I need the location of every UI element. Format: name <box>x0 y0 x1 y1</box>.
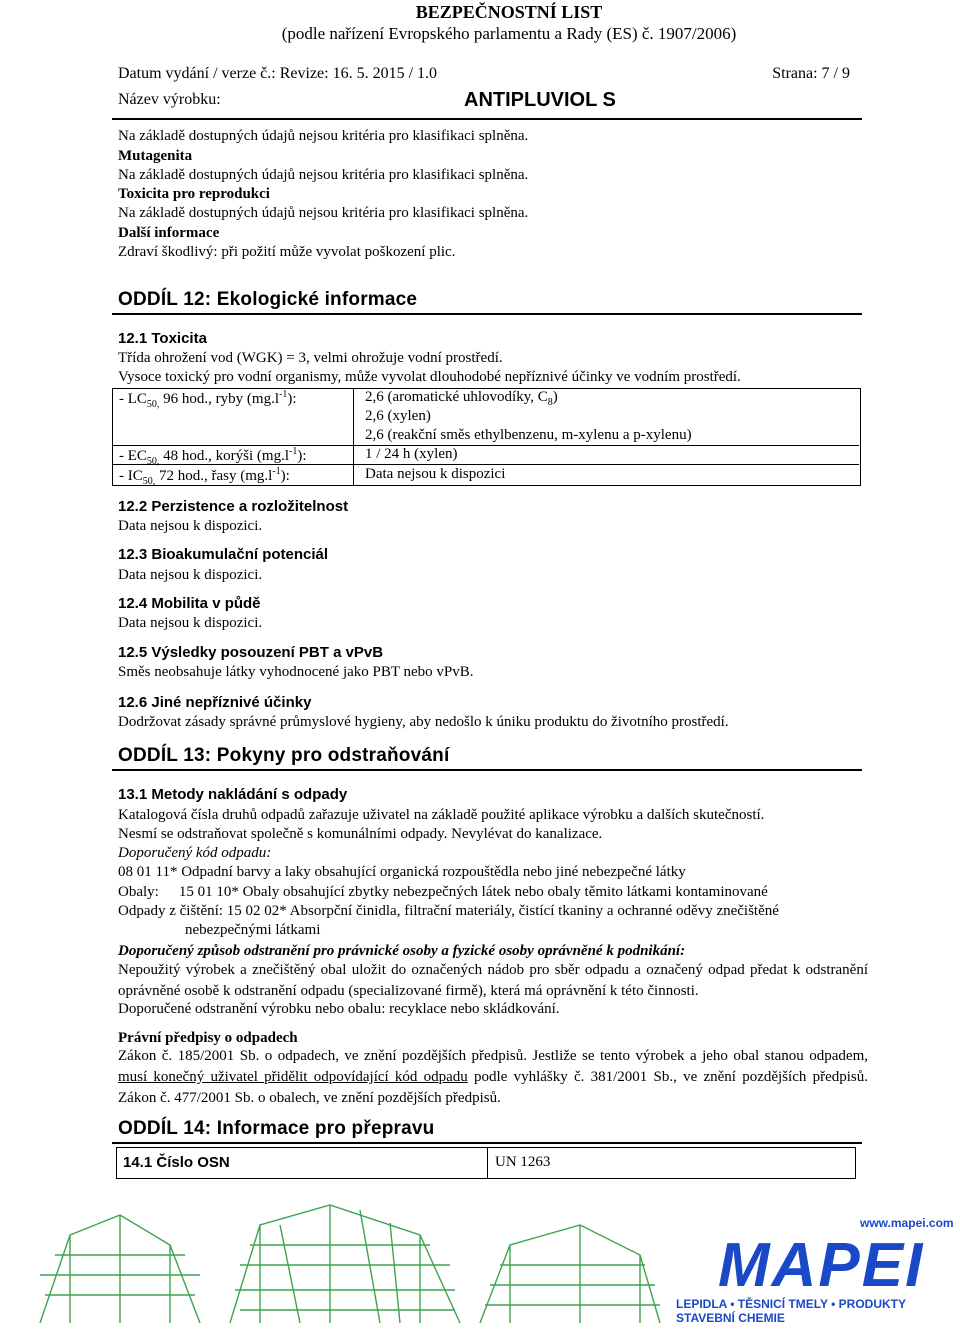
section-12-title: ODDÍL 12: Ekologické informace <box>118 289 418 310</box>
heading-12-2: 12.2 Perzistence a rozložitelnost <box>118 498 349 515</box>
text-line: Doporučený způsob odstranění pro právnické osoby a fyzické osoby oprávněné k podnikání: <box>118 943 686 959</box>
table-cell-ec50: - $EC_{50,}$ 48 hod., korýši $(mg.l^{-1})$: <box>119 446 307 467</box>
section-14-divider <box>112 1142 862 1144</box>
table-cell-lc50: - $LC_{50,}$ 96 hod., ryby $(mg.l^{-1})$: <box>119 389 297 410</box>
text-line: Data nejsou k dispozici. <box>118 567 263 583</box>
waste-code-cleaning: Odpady z čištění: 15 02 02* Absorpční činidla, filtrační materiály, čistící tkaniny a ochranné oděvy znečištěné <box>118 903 779 919</box>
header-divider <box>112 118 862 120</box>
section-14-title: ODDÍL 14: Informace pro přepravu <box>118 1118 435 1139</box>
toxicity-table <box>112 388 861 486</box>
section-12-divider <box>112 313 862 315</box>
text-line: Doporučený kód odpadu: <box>118 845 272 861</box>
waste-code-packaging: Obaly: 15 01 10* Obaly obsahující zbytky nebezpečných látek nebo obaly těmito látkami kontaminované <box>118 884 768 900</box>
heading-12-1: 12.1 Toxicita <box>118 330 207 347</box>
text-line: Dodržovat zásady správné průmyslové hygieny, aby nedošlo k úniku produktu do životního prostředí. <box>118 714 729 730</box>
section-13-divider <box>112 769 862 771</box>
heading-12-5: 12.5 Výsledky posouzení PBT a vPvB <box>118 644 384 661</box>
document-title: BEZPEČNOSTNÍ LIST <box>415 2 603 22</box>
text-line: Vysoce toxický pro vodní organismy, může vyvolat dlouhodobé nepříznivé účinky ve vodním prostředí. <box>118 369 741 385</box>
text-line: Katalogová čísla druhů odpadů zařazuje uživatel na základě použité aplikace výrobku a dalších skutečností. <box>118 807 765 823</box>
table-cell-ic50: - $IC_{50,}$ 72 hod., řasy $(mg.l^{-1})$: <box>119 466 290 487</box>
subheading-further-info: Další informace <box>118 225 220 241</box>
table-cell-value: 2,6 (reakční směs ethylbenzenu, m-xylenu a p-xylenu) <box>365 427 692 443</box>
table-cell-value: 2,6 (xylen) <box>365 408 431 424</box>
text-line: Třída ohrožení vod (WGK) = 3, velmi ohrožuje vodní prostředí. <box>118 350 503 366</box>
subheading-reproductive-toxicity: Toxicita pro reprodukci <box>118 186 270 202</box>
text-line: Nesmí se odstraňovat společně s komunálními odpady. Nevylévat do kanalizace. <box>118 826 603 842</box>
table-cell-value: 2,6 (aromatické uhlovodíky, $C_8$) <box>365 389 558 408</box>
heading-13-1: 13.1 Metody nakládání s odpady <box>118 786 348 803</box>
text-line: Na základě dostupných údajů nejsou kritéria pro klasifikaci splněna. <box>118 205 529 221</box>
heading-12-6: 12.6 Jiné nepříznivé účinky <box>118 694 312 711</box>
text-line: Směs neobsahuje látky vyhodnocené jako PBT nebo vPvB. <box>118 664 474 680</box>
page-number: Strana: 7 / 9 <box>772 65 850 82</box>
un-number-table <box>116 1147 856 1179</box>
table-cell-value: Data nejsou k dispozici <box>365 466 506 482</box>
un-number-label: 14.1 Číslo OSN <box>123 1154 230 1171</box>
text-line: Doporučené odstranění výrobku nebo obalu: recyklace nebo skládkování. <box>118 1001 560 1017</box>
un-number-value: UN 1263 <box>495 1154 551 1170</box>
issue-line <box>118 65 850 83</box>
text-line: Data nejsou k dispozici. <box>118 518 263 534</box>
product-label: Název výrobku: <box>118 91 221 108</box>
text-line: 08 01 11* Odpadní barvy a laky obsahující organická rozpouštědla nebo jiné nebezpečné látky <box>118 864 686 880</box>
document-subtitle: (podle nařízení Evropského parlamentu a Rady (ES) č. 1907/2006) <box>281 24 737 43</box>
section-13-title: ODDÍL 13: Pokyny pro odstraňování <box>118 745 450 766</box>
legal-underlined-text: musí konečný uživatel přidělit odpovídající kód odpadu <box>118 1069 468 1085</box>
table-cell-value: 1 / 24 h (xylen) <box>365 446 458 462</box>
issue-date: Datum vydání / verze č.: Revize: 16. 5. 2015 / 1.0 <box>118 65 438 82</box>
product-line <box>118 91 860 109</box>
text-line: Data nejsou k dispozici. <box>118 615 263 631</box>
brand-tagline: LEPIDLA • TĚSNICÍ TMELY • PRODUKTY STAVEBNÍ CHEMIE <box>676 1297 906 1325</box>
table-divider <box>487 1148 488 1178</box>
brand-logo: MAPEI <box>718 1231 925 1300</box>
subheading-legal: Právní předpisy o odpadech <box>118 1030 298 1046</box>
brand-url: www.mapei.com <box>860 1216 954 1230</box>
text-line: Zdraví škodlivý: při požití může vyvolat poškození plic. <box>118 244 456 260</box>
product-name: ANTIPLUVIOL S <box>464 89 616 111</box>
text-line: Na základě dostupných údajů nejsou kritéria pro klasifikaci splněna. <box>118 167 529 183</box>
table-divider <box>353 389 354 485</box>
heading-12-3: 12.3 Bioakumulační potenciál <box>118 546 329 563</box>
text-line: Na základě dostupných údajů nejsou kritéria pro klasifikaci splněna. <box>118 128 529 144</box>
heading-12-4: 12.4 Mobilita v půdě <box>118 595 261 612</box>
paragraph-legal: Zákon č. 185/2001 Sb. o odpadech, ve znění pozdějších předpisů. Jestliže se tento výrobek a jeho obal stanou odpadem, musí konečný uživatel přidělit odpovídající kód odpadu podle vyhlášky č. 381/2001 Sb., ve znění pozdějších předpisů. Zákon č. 477/2001 Sb. o obalech, ve znění pozdějších předpisů. <box>118 1048 868 1106</box>
paragraph-disposal: Nepoužitý výrobek a znečištěný obal uložit do označených nádob pro sběr odpadu a označený odpad předat k odstranění oprávněné osobě k odstranění odpadu (specializované firmě), která má oprávnění k této činnosti. <box>118 962 868 999</box>
subheading-mutagenicity: Mutagenita <box>118 148 193 164</box>
text-line: nebezpečnými látkami <box>185 922 321 938</box>
